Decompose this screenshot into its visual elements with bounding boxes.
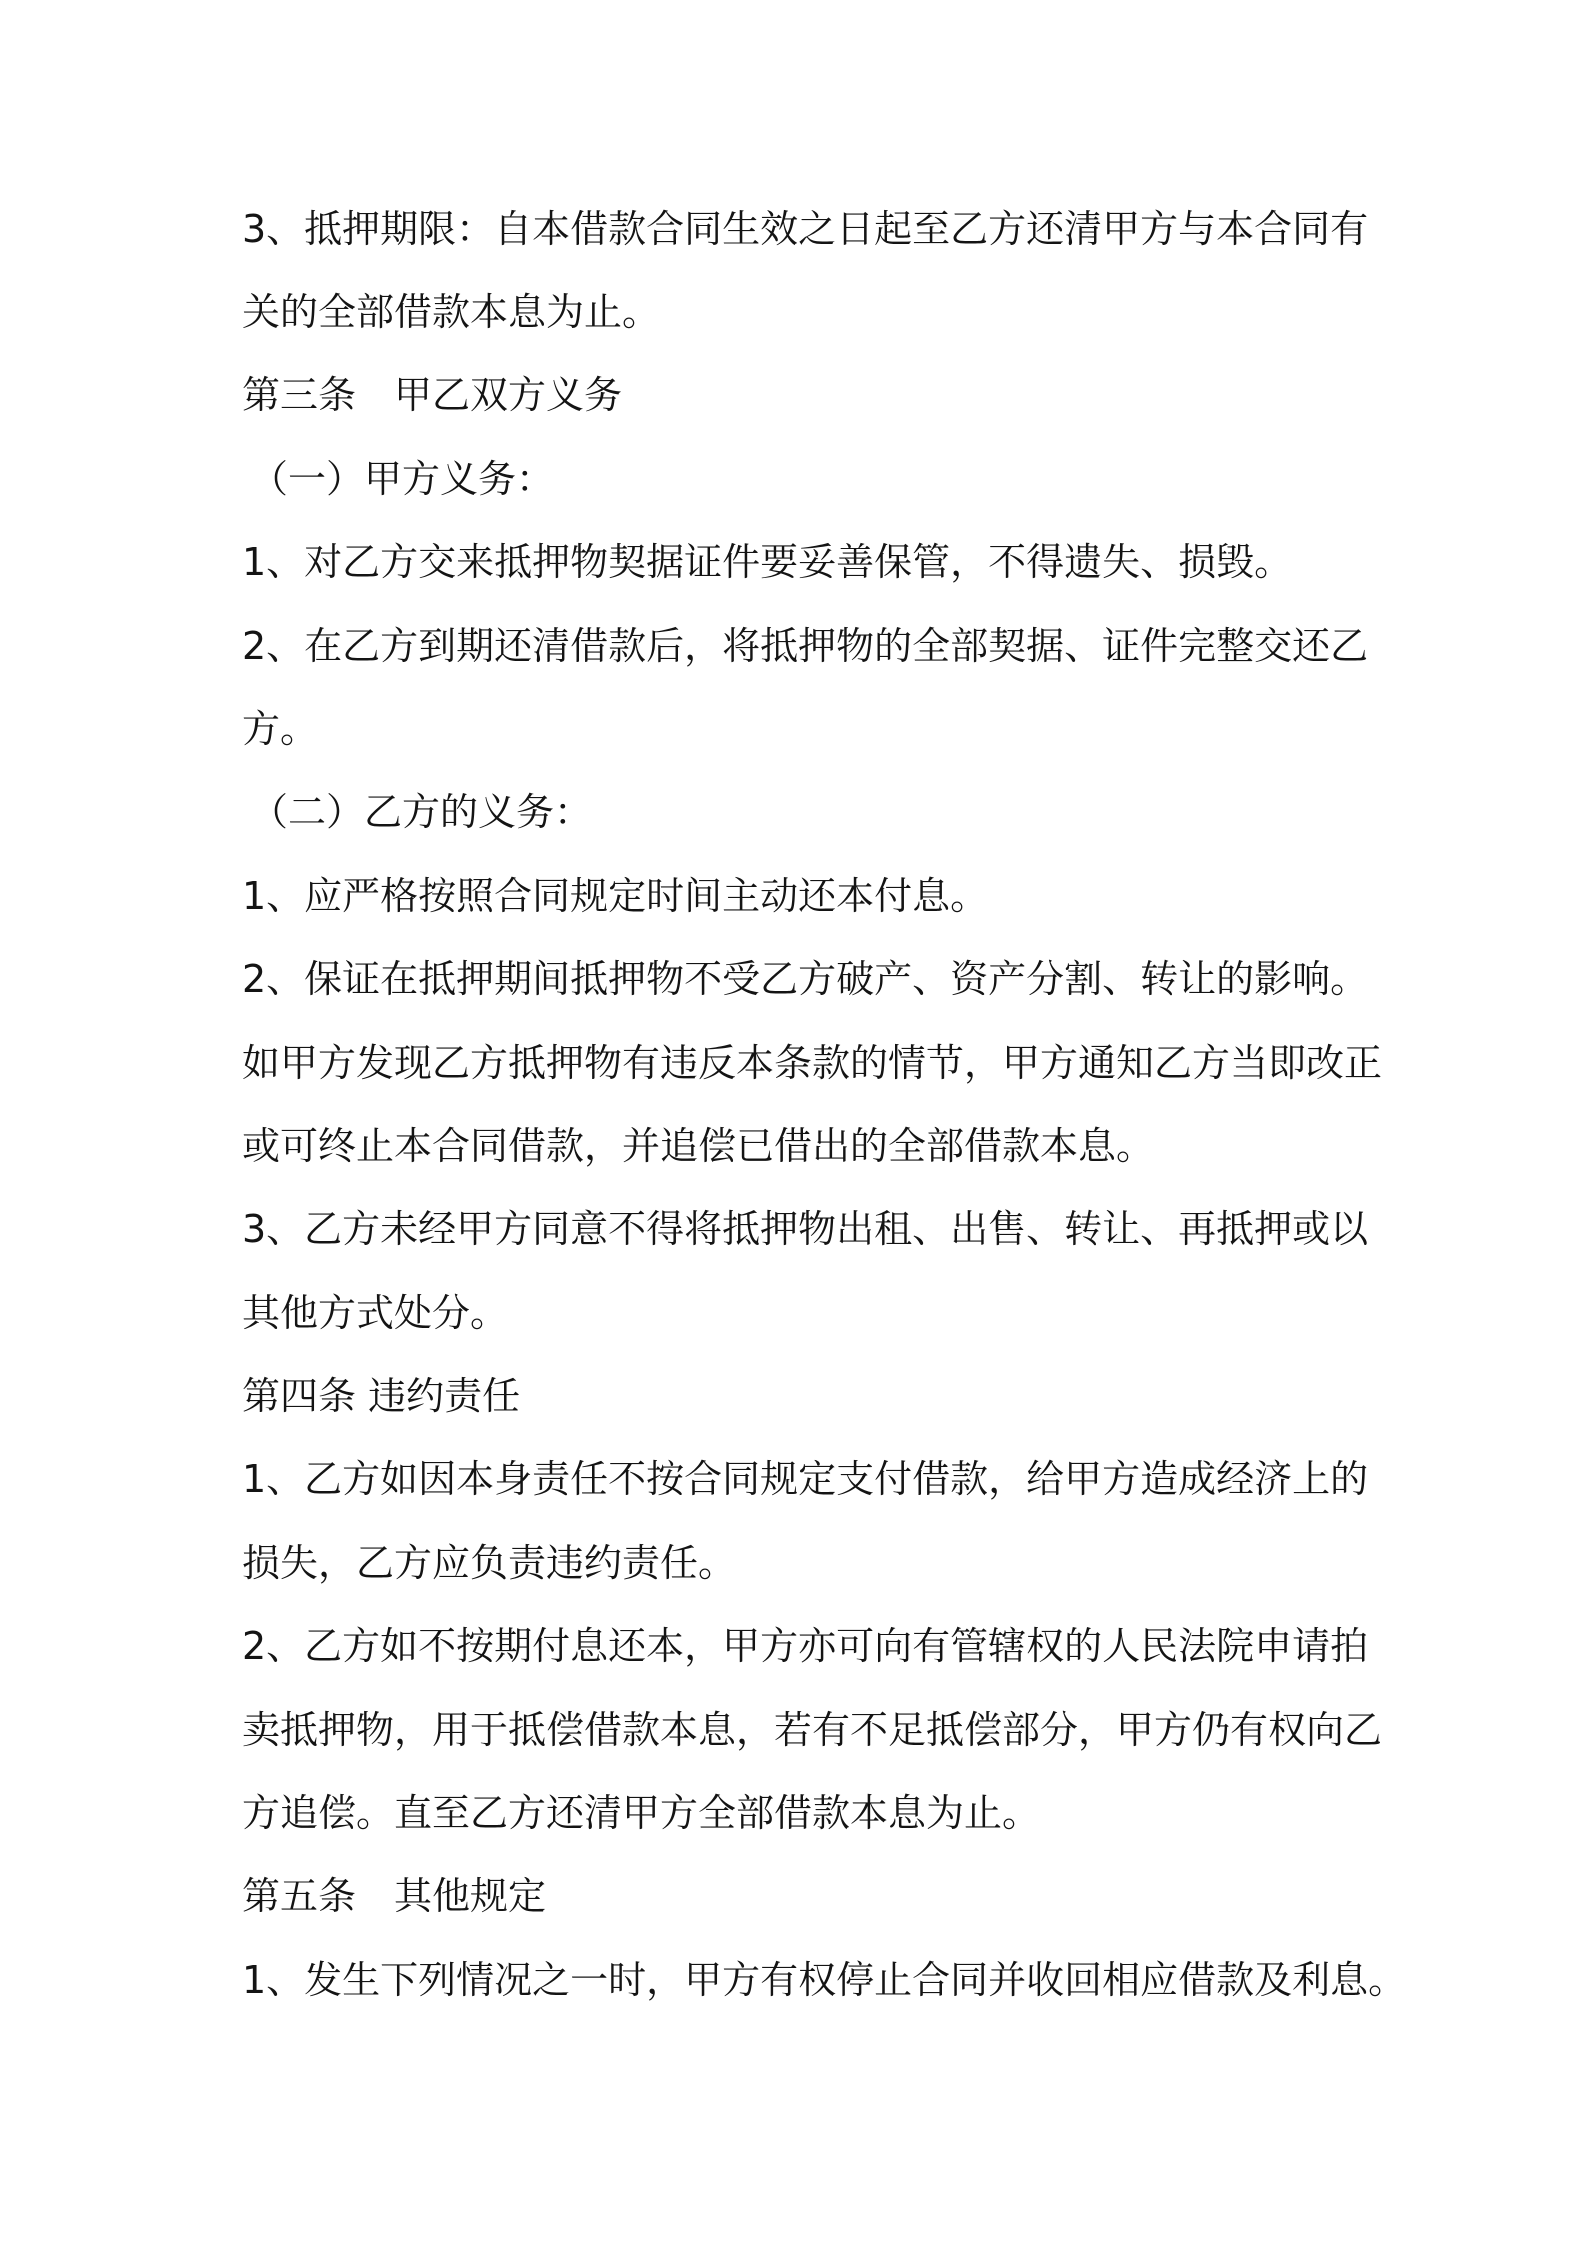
party-a-duty-2-line-2: 方。 [242, 707, 319, 751]
article-3-heading: 第三条 甲乙双方义务 [242, 373, 623, 417]
breach-item-2-line-1: 2、乙方如不按期付息还本，甲方亦可向有管辖权的人民法院申请拍 [242, 1624, 1369, 1668]
party-b-duties-heading: （二）乙方的义务： [250, 790, 593, 834]
breach-item-1-line-2: 损失，乙方应负责违约责任。 [242, 1541, 737, 1585]
article-5-heading: 第五条 其他规定 [242, 1874, 547, 1918]
party-b-duty-3-line-1: 3、乙方未经甲方同意不得将抵押物出租、出售、转让、再抵押或以 [242, 1207, 1369, 1251]
clause-2-item-3-line-1: 3、抵押期限：自本借款合同生效之日起至乙方还清甲方与本合同有 [242, 207, 1369, 251]
breach-item-2-line-2: 卖抵押物，用于抵偿借款本息，若有不足抵偿部分，甲方仍有权向乙 [242, 1708, 1383, 1752]
clause-2-item-3-line-2: 关的全部借款本息为止。 [242, 290, 661, 334]
article-4-heading: 第四条 违约责任 [242, 1374, 521, 1418]
party-b-duty-1: 1、应严格按照合同规定时间主动还本付息。 [242, 874, 989, 918]
party-b-duty-2-line-2: 如甲方发现乙方抵押物有违反本条款的情节，甲方通知乙方当即改正 [242, 1041, 1383, 1085]
breach-item-1-line-1: 1、乙方如因本身责任不按合同规定支付借款，给甲方造成经济上的 [242, 1457, 1369, 1501]
party-b-duty-3-line-2: 其他方式处分。 [242, 1291, 509, 1335]
party-b-duty-2-line-3: 或可终止本合同借款，并追偿已借出的全部借款本息。 [242, 1124, 1155, 1168]
other-provisions-item-1: 1、发生下列情况之一时，甲方有权停止合同并收回相应借款及利息。 [242, 1958, 1407, 2002]
party-a-duty-1: 1、对乙方交来抵押物契据证件要妥善保管，不得遗失、损毁。 [242, 540, 1293, 584]
party-a-duty-2-line-1: 2、在乙方到期还清借款后，将抵押物的全部契据、证件完整交还乙 [242, 624, 1369, 668]
party-a-duties-heading: （一）甲方义务： [250, 457, 555, 501]
party-b-duty-2-line-1: 2、保证在抵押期间抵押物不受乙方破产、资产分割、转让的影响。 [242, 957, 1369, 1001]
breach-item-2-line-3: 方追偿。直至乙方还清甲方全部借款本息为止。 [242, 1791, 1041, 1835]
